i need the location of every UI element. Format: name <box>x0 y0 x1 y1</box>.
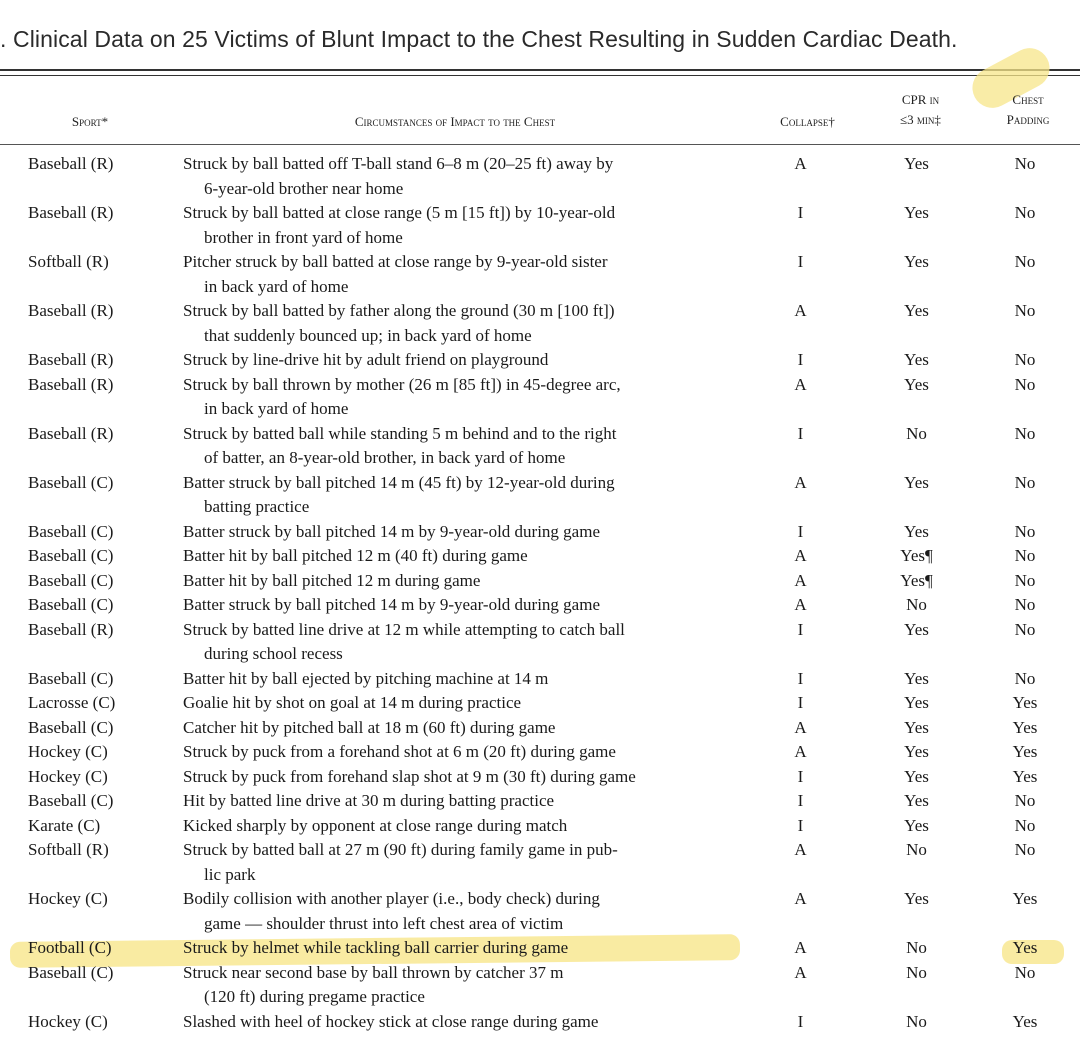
cell-sport: Baseball (C) <box>28 521 114 541</box>
cell-circumstances <box>183 593 743 618</box>
cell-circumstances <box>183 887 743 936</box>
cell-chest-padding: Yes <box>1012 938 1038 957</box>
cell-collapse: A <box>794 595 807 614</box>
cell-collapse: I <box>797 619 804 639</box>
cell-collapse: A <box>794 938 807 957</box>
table-row <box>20 618 1075 667</box>
cell-circumstances <box>183 152 743 201</box>
cell-sport: Lacrosse (C) <box>28 693 116 712</box>
cell-collapse: A <box>794 472 807 492</box>
circumstance-line: brother in front yard of home <box>204 227 403 247</box>
cell-cpr: Yes <box>904 717 929 737</box>
cell-circumstances <box>183 961 743 1010</box>
cell-collapse: A <box>794 889 807 908</box>
circumstance-line: Struck by puck from forehand slap shot at 9 m (30 ft) during game <box>183 766 636 786</box>
cell-chest-padding: No <box>1014 252 1036 271</box>
cell-sport: Baseball (R) <box>28 301 114 320</box>
cell-chest-padding: No <box>1014 546 1036 565</box>
cell-chest-padding: Yes <box>1012 1011 1038 1031</box>
table-row <box>20 520 1075 545</box>
cell-sport: Softball (R) <box>28 252 109 271</box>
circumstance-line: Hit by batted line drive at 30 m during batting practice <box>183 791 555 810</box>
cell-chest-padding: No <box>1014 962 1036 982</box>
cell-chest-padding: No <box>1014 595 1036 614</box>
circumstance-line: Kicked sharply by opponent at close range during match <box>183 815 568 835</box>
cell-chest-padding: No <box>1014 840 1036 859</box>
cell-cpr: Yes <box>904 350 929 369</box>
cell-circumstances <box>183 422 743 471</box>
cell-cpr: Yes <box>904 668 929 688</box>
cell-sport: Baseball (R) <box>28 423 114 443</box>
circumstance-line: Bodily collision with another player (i.e., body check) during <box>183 889 600 908</box>
cell-sport: Karate (C) <box>28 815 101 835</box>
cell-circumstances <box>183 936 743 961</box>
cell-sport: Hockey (C) <box>28 889 108 908</box>
cell-circumstances <box>183 348 743 373</box>
cell-collapse: I <box>797 668 804 688</box>
table-row <box>20 152 1075 201</box>
cell-sport: Baseball (C) <box>28 791 114 810</box>
cell-sport: Baseball (R) <box>28 374 114 394</box>
cell-sport: Baseball (C) <box>28 962 114 982</box>
cell-cpr: No <box>906 423 927 443</box>
cell-circumstances <box>183 299 743 348</box>
cell-cpr: Yes¶ <box>900 570 933 590</box>
cell-collapse: A <box>794 840 807 859</box>
table-row <box>20 250 1075 299</box>
cell-chest-padding: No <box>1014 154 1036 173</box>
cell-chest-padding: No <box>1014 423 1036 443</box>
table-row <box>20 789 1075 814</box>
circumstance-line: Struck near second base by ball thrown by catcher 37 m <box>183 962 564 982</box>
cell-chest-padding: No <box>1014 619 1036 639</box>
cell-chest-padding: No <box>1014 203 1036 222</box>
cell-chest-padding: Yes <box>1012 717 1038 737</box>
cell-cpr: Yes <box>904 889 929 908</box>
header-collapse: Collapse† <box>780 114 835 129</box>
table-row <box>20 716 1075 741</box>
circumstance-line: Struck by ball thrown by mother (26 m [85 ft]) in 45-degree arc, <box>183 374 621 394</box>
circumstance-line: Batter struck by ball pitched 14 m by 9-year-old during game <box>183 595 600 614</box>
cell-chest-padding: Yes <box>1012 766 1038 786</box>
cell-sport: Baseball (R) <box>28 203 114 222</box>
table-row <box>20 569 1075 594</box>
circumstance-line: batting practice <box>204 497 310 516</box>
cell-circumstances <box>183 544 743 569</box>
cell-chest-padding: No <box>1014 815 1036 835</box>
cell-cpr: Yes <box>904 766 929 786</box>
cell-cpr: No <box>906 595 927 614</box>
cell-circumstances <box>183 838 743 887</box>
cell-collapse: I <box>797 350 804 369</box>
cell-collapse: I <box>797 815 804 835</box>
cell-cpr: Yes <box>904 203 929 222</box>
cell-sport: Baseball (C) <box>28 472 114 492</box>
circumstance-line: Struck by puck from a forehand shot at 6 m (20 ft) during game <box>183 742 616 761</box>
clinical-data-table <box>20 152 1075 1034</box>
cell-collapse: I <box>797 423 804 443</box>
cell-cpr: Yes <box>904 815 929 835</box>
cell-chest-padding: No <box>1014 350 1036 369</box>
circumstance-line: Struck by batted ball while standing 5 m behind and to the right <box>183 423 617 443</box>
table-row <box>20 961 1075 1010</box>
circumstance-line: Batter hit by ball ejected by pitching machine at 14 m <box>183 668 549 688</box>
cell-circumstances <box>183 250 743 299</box>
cell-chest-padding: No <box>1014 472 1036 492</box>
circumstance-line: Slashed with heel of hockey stick at close range during game <box>183 1011 599 1031</box>
top-rule-double <box>0 75 1080 76</box>
circumstance-line: during school recess <box>204 644 343 663</box>
circumstance-line: Struck by line-drive hit by adult friend on playground <box>183 350 549 369</box>
cell-chest-padding: No <box>1014 791 1036 810</box>
table-row <box>20 814 1075 839</box>
cell-chest-padding: No <box>1014 301 1036 320</box>
cell-circumstances <box>183 520 743 545</box>
cell-cpr: Yes¶ <box>900 546 933 565</box>
circumstance-line: Batter struck by ball pitched 14 m (45 ft) by 12-year-old during <box>183 472 615 492</box>
table-row <box>20 348 1075 373</box>
circumstance-line: lic park <box>204 864 256 884</box>
circumstance-line: Struck by ball batted by father along the ground (30 m [100 ft]) <box>183 301 615 320</box>
cell-sport: Hockey (C) <box>28 766 108 786</box>
circumstance-line: (120 ft) during pregame practice <box>204 987 425 1006</box>
circumstance-line: 6-year-old brother near home <box>204 178 404 198</box>
cell-circumstances <box>183 716 743 741</box>
table-row <box>20 887 1075 936</box>
header-rule <box>0 144 1080 145</box>
circumstance-line: game — shoulder thrust into left chest area of victim <box>204 913 564 933</box>
cell-chest-padding: No <box>1014 521 1036 541</box>
circumstance-line: Batter hit by ball pitched 12 m during game <box>183 570 481 590</box>
cell-circumstances <box>183 1010 743 1035</box>
table-row <box>20 373 1075 422</box>
cell-sport: Baseball (C) <box>28 546 114 565</box>
circumstance-line: Catcher hit by pitched ball at 18 m (60 ft) during game <box>183 717 556 737</box>
cell-chest-padding: No <box>1014 668 1036 688</box>
cell-collapse: I <box>797 252 804 271</box>
cell-collapse: I <box>797 791 804 810</box>
cell-cpr: Yes <box>904 374 929 394</box>
cell-sport: Baseball (R) <box>28 619 114 639</box>
table-row <box>20 422 1075 471</box>
circumstance-line: that suddenly bounced up; in back yard of home <box>204 325 532 345</box>
header-circumstances: Circumstances of Impact to the Chest <box>354 114 556 129</box>
cell-sport: Baseball (C) <box>28 570 114 590</box>
circumstance-line: Batter hit by ball pitched 12 m (40 ft) during game <box>183 546 528 565</box>
circumstance-line: in back yard of home <box>204 399 349 418</box>
header-chest-padding: Chest Padding <box>1006 92 1050 127</box>
circumstance-line: Struck by ball batted at close range (5 m [15 ft]) by 10-year-old <box>183 203 616 222</box>
cell-collapse: A <box>794 717 807 737</box>
cell-collapse: A <box>794 154 807 173</box>
cell-collapse: I <box>797 203 804 222</box>
cell-collapse: A <box>794 742 807 761</box>
cell-sport: Baseball (C) <box>28 668 114 688</box>
cell-collapse: I <box>797 521 804 541</box>
table-row <box>20 544 1075 569</box>
table-row <box>20 691 1075 716</box>
cell-cpr: No <box>906 840 927 859</box>
cell-cpr: Yes <box>904 252 929 271</box>
cell-circumstances <box>183 740 743 765</box>
cell-sport: Hockey (C) <box>28 1011 108 1031</box>
cell-cpr: Yes <box>904 154 929 173</box>
circumstance-line: Struck by ball batted off T-ball stand 6–8 m (20–25 ft) away by <box>183 154 614 173</box>
cell-collapse: A <box>794 301 807 320</box>
cell-circumstances <box>183 569 743 594</box>
cell-collapse: A <box>794 570 807 590</box>
cell-collapse: I <box>797 766 804 786</box>
cell-circumstances <box>183 373 743 422</box>
cell-cpr: No <box>906 1011 927 1031</box>
cell-cpr: Yes <box>904 521 929 541</box>
header-sport: Sport* <box>71 114 109 129</box>
cell-cpr: Yes <box>904 791 929 810</box>
cell-collapse: A <box>794 374 807 394</box>
top-rule <box>0 69 1080 71</box>
cell-collapse: I <box>797 1011 804 1031</box>
table-row <box>20 740 1075 765</box>
cell-cpr: Yes <box>904 472 929 492</box>
circumstance-line: Struck by batted ball at 27 m (90 ft) during family game in pub- <box>183 840 618 859</box>
cell-chest-padding: No <box>1014 570 1036 590</box>
cell-circumstances <box>183 471 743 520</box>
cell-sport: Football (C) <box>28 938 112 957</box>
cell-sport: Baseball (C) <box>28 717 114 737</box>
cell-circumstances <box>183 618 743 667</box>
cell-circumstances <box>183 765 743 790</box>
cell-cpr: Yes <box>904 742 929 761</box>
cell-circumstances <box>183 789 743 814</box>
circumstance-line: Goalie hit by shot on goal at 14 m during practice <box>183 693 522 712</box>
header-cpr: CPR in ≤3 min‡ <box>900 92 941 127</box>
circumstance-line: Batter struck by ball pitched 14 m by 9-year-old during game <box>183 521 600 541</box>
cell-sport: Baseball (R) <box>28 350 114 369</box>
cell-cpr: Yes <box>904 619 929 639</box>
table-title: . Clinical Data on 25 Victims of Blunt Impact to the Chest Resulting in Sudden Cardiac Death. <box>0 26 958 52</box>
table-row <box>20 667 1075 692</box>
cell-sport: Baseball (R) <box>28 154 114 173</box>
circumstance-line: in back yard of home <box>204 276 349 296</box>
table-row <box>20 936 1075 961</box>
table-row <box>20 838 1075 887</box>
circumstance-line: of batter, an 8-year-old brother, in back yard of home <box>204 448 566 467</box>
cell-chest-padding: Yes <box>1012 889 1038 908</box>
cell-circumstances <box>183 814 743 839</box>
circumstance-line: Struck by batted line drive at 12 m while attempting to catch ball <box>183 619 625 639</box>
cell-cpr: Yes <box>904 301 929 320</box>
cell-chest-padding: No <box>1014 374 1036 394</box>
circumstance-line: Pitcher struck by ball batted at close range by 9-year-old sister <box>183 252 608 271</box>
cell-circumstances <box>183 691 743 716</box>
table-row <box>20 765 1075 790</box>
cell-cpr: No <box>906 938 927 957</box>
circumstance-line: Struck by helmet while tackling ball carrier during game <box>183 938 569 957</box>
cell-sport: Softball (R) <box>28 840 109 859</box>
cell-cpr: Yes <box>904 693 929 712</box>
table-row <box>20 593 1075 618</box>
cell-sport: Hockey (C) <box>28 742 108 761</box>
cell-collapse: I <box>797 693 804 712</box>
table-row <box>20 201 1075 250</box>
cell-circumstances <box>183 667 743 692</box>
cell-circumstances <box>183 201 743 250</box>
cell-chest-padding: Yes <box>1012 742 1038 761</box>
cell-collapse: A <box>794 546 807 565</box>
cell-sport: Baseball (C) <box>28 595 114 614</box>
table-row <box>20 471 1075 520</box>
cell-cpr: No <box>906 962 927 982</box>
cell-collapse: A <box>794 962 807 982</box>
table-row <box>20 1010 1075 1035</box>
table-row <box>20 299 1075 348</box>
cell-chest-padding: Yes <box>1012 693 1038 712</box>
